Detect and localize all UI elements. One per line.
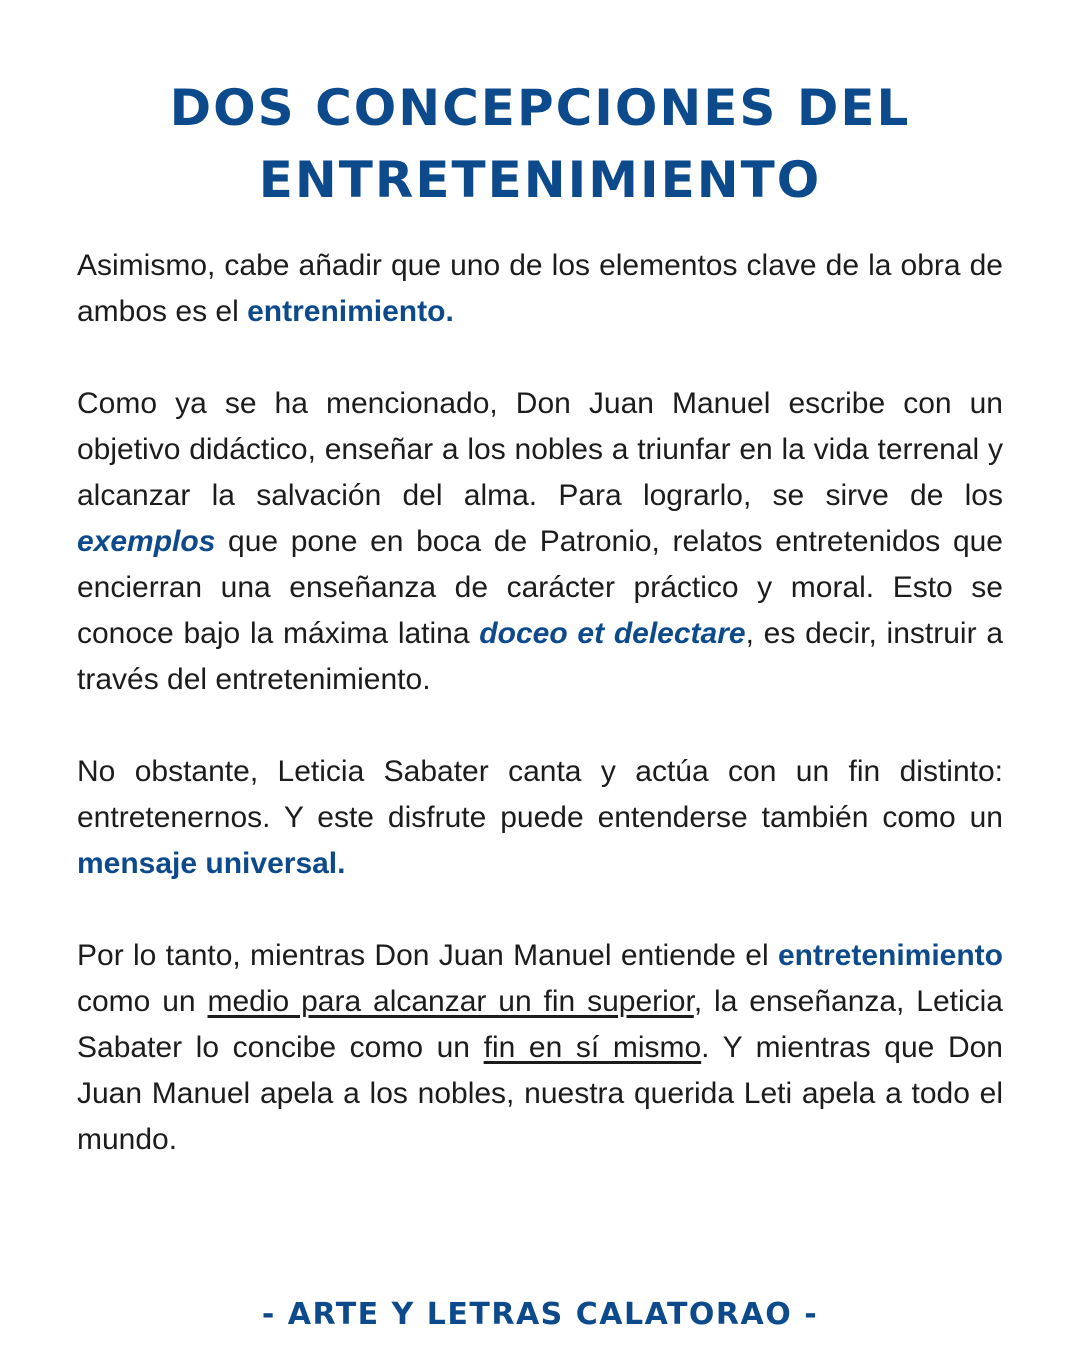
paragraph-4-text-2: como un: [77, 985, 208, 1018]
highlight-entrenimiento: entrenimiento.: [247, 295, 454, 328]
paragraph-2-text-2: que pone en boca de Patronio, relatos entretenidos que encierran una enseñanza de carácter práctico y moral. Esto se conoce bajo la máxima latina: [77, 525, 1003, 650]
title-line-1: DOS CONCEPCIONES DEL: [169, 79, 911, 137]
paragraph-2: [77, 381, 1003, 703]
highlight-mensaje-universal: mensaje universal.: [77, 847, 346, 880]
paragraph-4-text-3: , la enseñanza, Leticia Sabater lo concibe como un: [77, 985, 1003, 1064]
paragraph-2-text-1: Como ya se ha mencionado, Don Juan Manuel escribe con un objetivo didáctico, enseñar a los nobles a triunfar en la vida terrenal y alcanzar la salvación del alma. Para lograrlo, se sirve de los: [77, 387, 1003, 512]
paragraph-1-text: Asimismo, cabe añadir que uno de los elementos clave de la obra de ambos es el: [77, 249, 1003, 328]
paragraph-4-text-1: Por lo tanto, mientras Don Juan Manuel entiende el: [77, 939, 778, 972]
paragraph-1: [77, 243, 1003, 335]
paragraph-4-text-4: . Y mientras que Don Juan Manuel apela a los nobles, nuestra querida Leti apela a todo el mundo.: [77, 1031, 1003, 1156]
paragraph-2-text-3: , es decir, instruir a través del entretenimiento.: [77, 617, 1004, 696]
article-body: [77, 243, 1003, 1163]
paragraph-4: [77, 933, 1003, 1163]
highlight-doceo-et-delectare: doceo et delectare: [479, 617, 746, 650]
highlight-entretenimiento: entretenimiento: [777, 939, 1003, 972]
page-title: [0, 72, 1080, 216]
highlight-exemplos: exemplos: [77, 525, 216, 558]
underline-medio-para-alcanzar: medio para alcanzar un fin superior: [207, 985, 694, 1018]
title-line-2: ENTRETENIMIENTO: [258, 151, 822, 209]
paragraph-3-text: No obstante, Leticia Sabater canta y actúa con un fin distinto: entretenernos. Y este disfrute puede entenderse también como un: [77, 755, 1003, 834]
paragraph-3: [77, 749, 1003, 887]
footer-signature: - ARTE Y LETRAS CALATORAO -: [261, 1297, 819, 1332]
underline-fin-en-si-mismo: fin en sí mismo: [483, 1031, 702, 1064]
